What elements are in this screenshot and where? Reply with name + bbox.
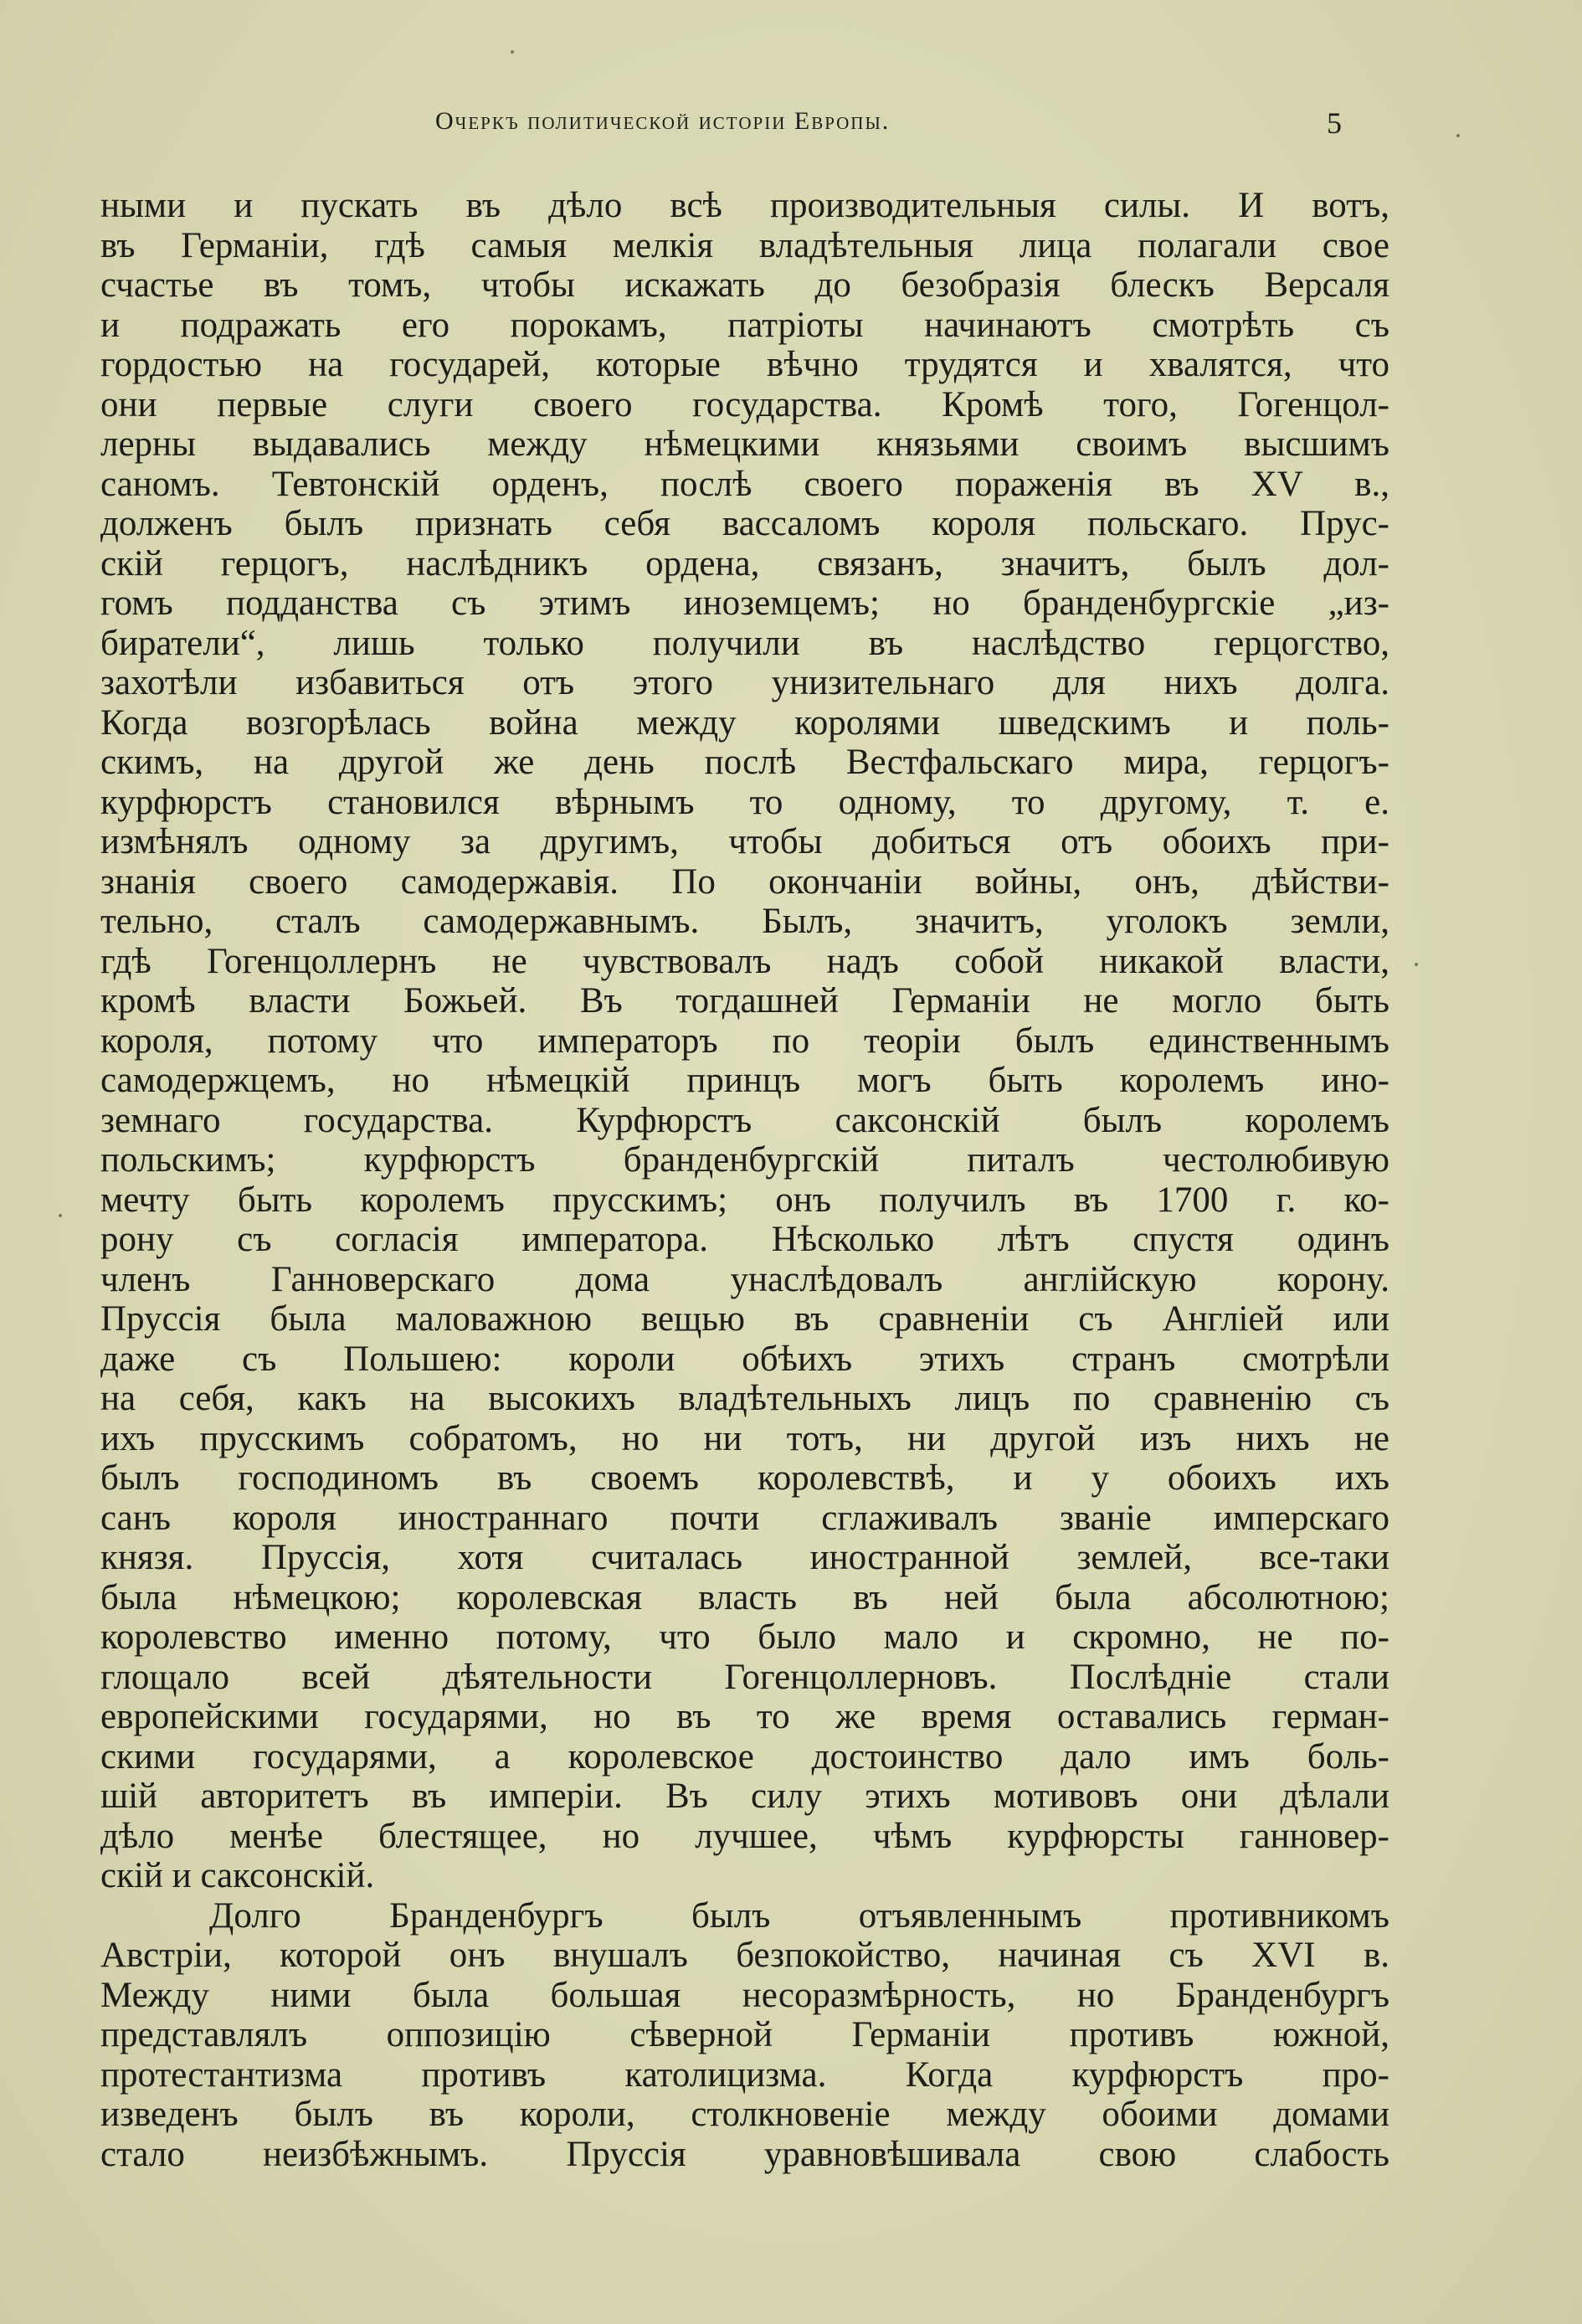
text-line: ными и пускать въ дѣло всѣ производительныя силы. И вотъ, (100, 186, 1389, 225)
text-line: на себя, какъ на высокихъ владѣтельныхъ лицъ по сравненію съ (100, 1379, 1389, 1418)
text-line: долженъ былъ признать себя вассаломъ короля польскаго. Прус- (100, 504, 1389, 543)
text-line: Пруссія была маловажною вещью въ сравненіи съ Англіей или (100, 1299, 1389, 1339)
text-line: курфюрстъ становился вѣрнымъ то одному, то другому, т. е. (100, 782, 1389, 822)
text-line: скій герцогъ, наслѣдникъ ордена, связанъ, значитъ, былъ дол- (100, 543, 1389, 584)
text-line: даже съ Польшею: короли обѣихъ этихъ странъ смотрѣли (100, 1339, 1389, 1379)
page-number: 5 (1327, 106, 1342, 140)
text-line: была нѣмецкою; королевская власть въ ней была абсолютною; (100, 1577, 1389, 1617)
text-line: стало неизбѣжнымъ. Пруссія уравновѣшивала свою слабость (100, 2134, 1389, 2174)
running-title: Очеркъ политической исторіи Европы. (435, 107, 891, 135)
text-line: членъ Ганноверскаго дома унаслѣдовалъ англійскую корону. (100, 1259, 1389, 1299)
text-line: въ Германіи, гдѣ самыя мелкія владѣтельныя лица полагали свое (100, 225, 1389, 265)
text-line: земнаго государства. Курфюрстъ саксонскій былъ королемъ (100, 1100, 1389, 1140)
text-line: рону съ согласія императора. Нѣсколько лѣтъ спустя одинъ (100, 1220, 1389, 1259)
text-line: дѣло менѣе блестящее, но лучшее, чѣмъ курфюрсты ганновер- (100, 1816, 1389, 1856)
text-line: лерны выдавались между нѣмецкими князьями своимъ высшимъ (100, 424, 1389, 464)
text-line: шій авторитетъ въ имперіи. Въ силу этихъ мотивовъ они дѣлали (100, 1776, 1389, 1816)
text-line: знанія своего самодержавія. По окончаніи войны, онъ, дѣйстви- (100, 861, 1389, 902)
text-line: гордостью на государей, которые вѣчно трудятся и хвалятся, что (100, 345, 1389, 384)
text-line: кромѣ власти Божьей. Въ тогдашней Германіи не могло быть (100, 981, 1389, 1021)
text-line: изведенъ былъ въ короли, столкновеніе между обоими домами (100, 2095, 1389, 2134)
text-line: Когда возгорѣлась война между королями шведскимъ и поль- (100, 702, 1389, 743)
text-line: захотѣли избавиться отъ этого унизительнаго для нихъ долга. (100, 663, 1389, 702)
text-line: королевство именно потому, что было мало и скромно, не по- (100, 1617, 1389, 1657)
text-line: самодержцемъ, но нѣмецкій принцъ могъ быть королемъ ино- (100, 1061, 1389, 1100)
paper-speck (59, 1214, 62, 1217)
text-line: представлялъ оппозицію сѣверной Германіи противъ южной, (100, 2015, 1389, 2054)
text-line: Долго Бранденбургъ былъ отъявленнымъ противникомъ (209, 1895, 1389, 1936)
text-line: тельно, сталъ самодержавнымъ. Былъ, значитъ, уголокъ земли, (100, 902, 1389, 941)
text-line: польскимъ; курфюрстъ бранденбургскій питалъ честолюбивую (100, 1140, 1389, 1180)
paragraph (100, 186, 1389, 1896)
text-line: гомъ подданства съ этимъ иноземцемъ; но бранденбургскіе „из- (100, 584, 1389, 623)
text-line: протестантизма противъ католицизма. Когда курфюрстъ про- (100, 2054, 1389, 2095)
text-line: они первые слуги своего государства. Кромѣ того, Гогенцол- (100, 384, 1389, 424)
text-line: Австріи, которой онъ внушалъ безпокойство, начиная съ XVI в. (100, 1936, 1389, 1975)
text-line: гдѣ Гогенцоллернъ не чувствовалъ надъ собой никакой власти, (100, 941, 1389, 981)
text-line: счастье въ томъ, чтобы искажать до безобразія блескъ Версаля (100, 265, 1389, 305)
text-line: короля, потому что императоръ по теоріи былъ единственнымъ (100, 1021, 1389, 1061)
text-line: санъ короля иностраннаго почти сглаживалъ званіе имперскаго (100, 1498, 1389, 1538)
text-line: былъ господиномъ въ своемъ королевствѣ, и у обоихъ ихъ (100, 1458, 1389, 1498)
text-line: скими государями, а королевское достоинство дало имъ боль- (100, 1736, 1389, 1776)
running-head (0, 107, 1582, 149)
paper-speck (511, 50, 514, 54)
text-line: биратели“, лишь только получили въ наслѣдство герцогство, (100, 623, 1389, 663)
body-text (100, 186, 1389, 2174)
text-line: саномъ. Тевтонскій орденъ, послѣ своего пораженія въ XV в., (100, 464, 1389, 504)
text-line: глощало всей дѣятельности Гогенцоллерновъ. Послѣдніе стали (100, 1657, 1389, 1697)
text-line: скимъ, на другой же день послѣ Вестфальскаго мира, герцогъ- (100, 743, 1389, 782)
text-line: князя. Пруссія, хотя считалась иностранной землей, все-таки (100, 1538, 1389, 1577)
text-line: мечту быть королемъ прусскимъ; онъ получилъ въ 1700 г. ко- (100, 1180, 1389, 1220)
text-line: Между ними была большая несоразмѣрность, но Бранденбургъ (100, 1975, 1389, 2015)
text-line: европейскими государями, но въ то же время оставались герман- (100, 1697, 1389, 1736)
paper-speck (1415, 963, 1418, 966)
text-line: скій и саксонскій. (100, 1856, 375, 1895)
text-line: измѣнялъ одному за другимъ, чтобы добиться отъ обоихъ при- (100, 822, 1389, 861)
text-line: ихъ прусскимъ собратомъ, но ни тотъ, ни другой изъ нихъ не (100, 1418, 1389, 1458)
text-line: и подражать его порокамъ, патріоты начинаютъ смотрѣть съ (100, 305, 1389, 345)
paragraph (100, 1896, 1389, 2175)
